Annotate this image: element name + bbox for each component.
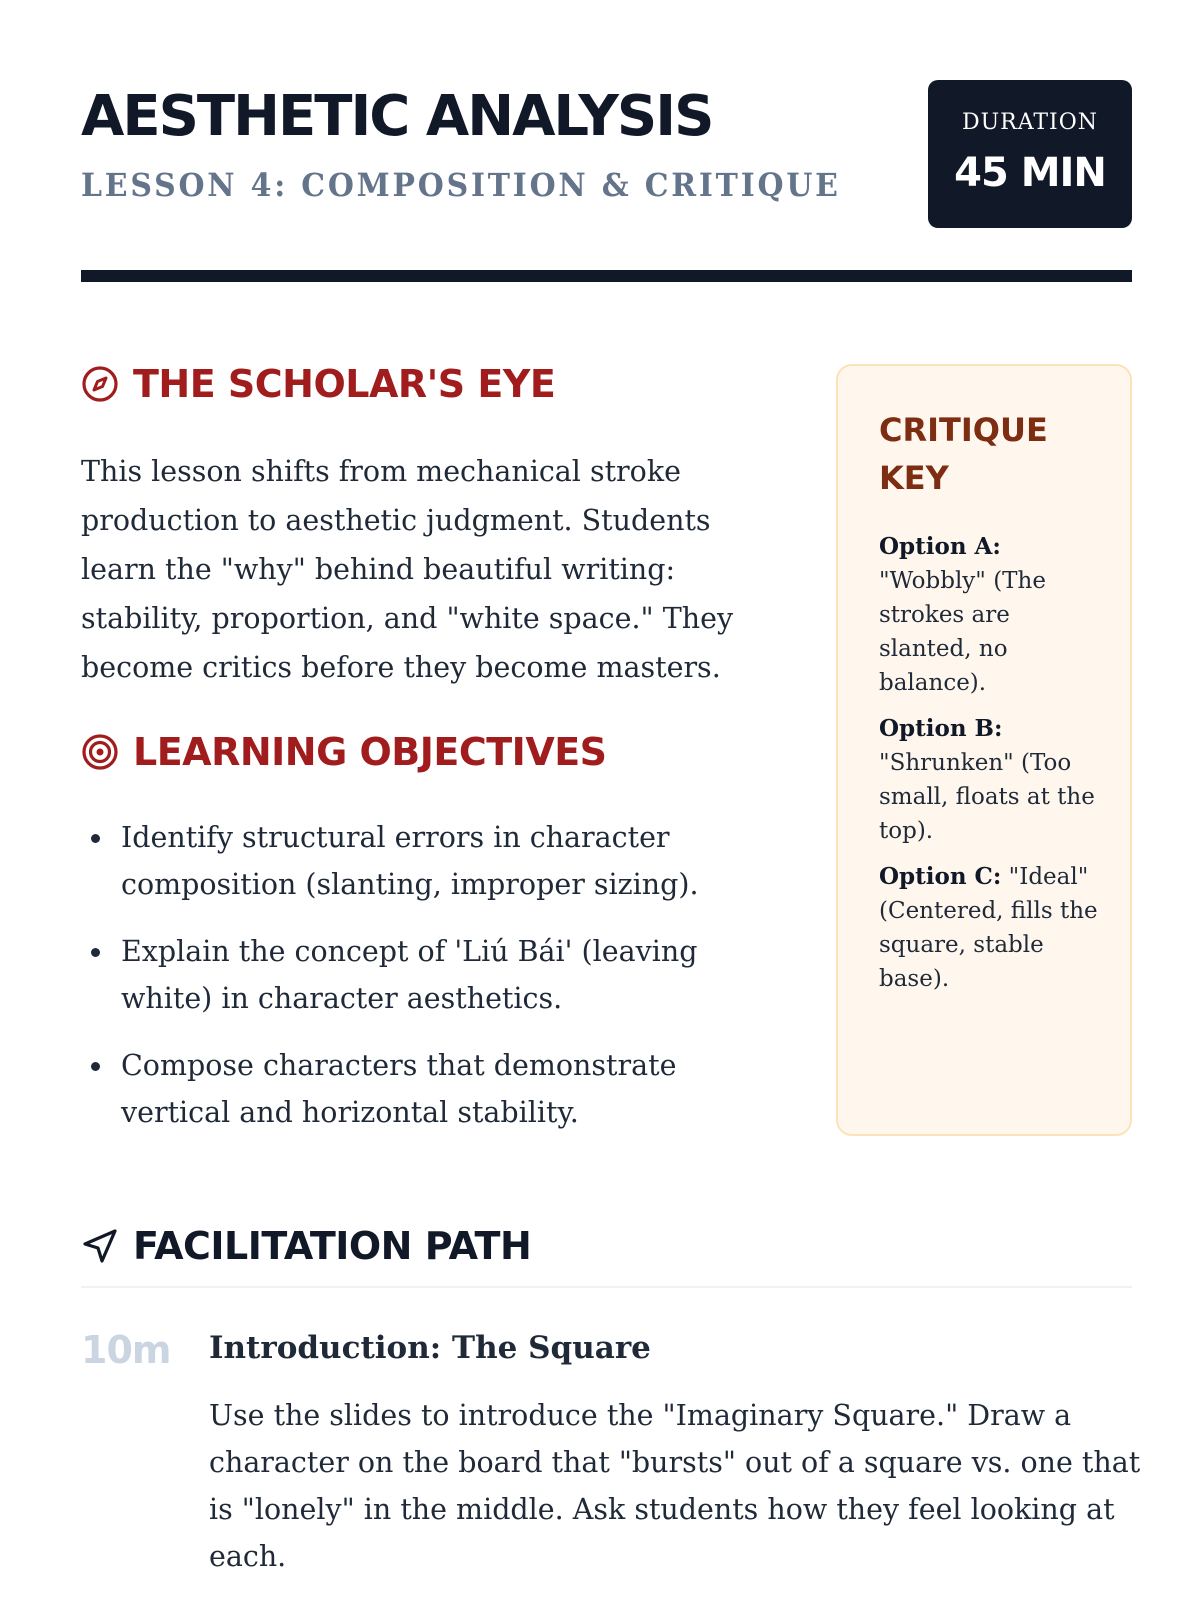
list-item: Identify structural errors in character composition (slanting, improper sizing).	[81, 814, 761, 908]
critique-key-title: CRITIQUE KEY	[879, 411, 1048, 497]
intro-paragraph: This lesson shifts from mechanical stroke production to aesthetic judgment. Students learn the "why" behind beautiful writing: stability, proportion, and "white space." They become critics before they become masters.	[81, 455, 734, 684]
duration-label: DURATION	[961, 110, 1099, 135]
page-title: AESTHETIC ANALYSIS	[81, 84, 713, 149]
step-duration: 10m	[81, 1328, 171, 1372]
section-divider	[81, 1286, 1132, 1288]
step-description: Use the slides to introduce the "Imaginary Square." Draw a character on the board that "bursts" out of a square vs. one that is "lonely" in the middle. Ask students how they feel looking at each.	[209, 1399, 1141, 1573]
section-heading-scholars-eye	[81, 362, 555, 406]
option-text: "Wobbly" (The strokes are slanted, no balance).	[879, 568, 1046, 696]
critique-option-b	[879, 712, 1101, 848]
option-text: "Shrunken" (Too small, floats at the top).	[879, 750, 1095, 844]
list-item: Explain the concept of 'Liú Bái' (leaving white) in character aesthetics.	[81, 928, 761, 1022]
option-text: "Ideal" (Centered, fills the square, stable base).	[879, 864, 1098, 992]
option-label: Option B:	[879, 715, 1003, 742]
critique-option-a	[879, 530, 1101, 700]
lesson-header	[81, 80, 1132, 230]
section-title: THE SCHOLAR'S EYE	[133, 362, 556, 406]
lesson-subtitle: LESSON 4: COMPOSITION & CRITIQUE	[81, 166, 841, 204]
option-label: Option A:	[879, 533, 1001, 560]
section-title: LEARNING OBJECTIVES	[133, 730, 607, 774]
target-icon	[81, 733, 119, 771]
step-title: Introduction: The Square	[209, 1330, 651, 1366]
critique-options	[879, 530, 1101, 1008]
option-label: Option C:	[879, 863, 1002, 890]
duration-badge	[928, 80, 1132, 228]
header-divider	[81, 270, 1132, 282]
section-title: FACILITATION PATH	[133, 1224, 532, 1268]
duration-value: 45 MIN	[954, 150, 1106, 196]
list-item: Compose characters that demonstrate vertical and horizontal stability.	[81, 1042, 761, 1136]
objectives-list	[81, 814, 761, 1156]
critique-option-c	[879, 860, 1101, 996]
section-heading-facilitation	[81, 1224, 531, 1268]
compass-icon	[81, 365, 119, 403]
critique-key-panel	[836, 364, 1132, 1136]
section-heading-objectives	[81, 730, 607, 774]
navigation-arrow-icon	[81, 1227, 119, 1265]
